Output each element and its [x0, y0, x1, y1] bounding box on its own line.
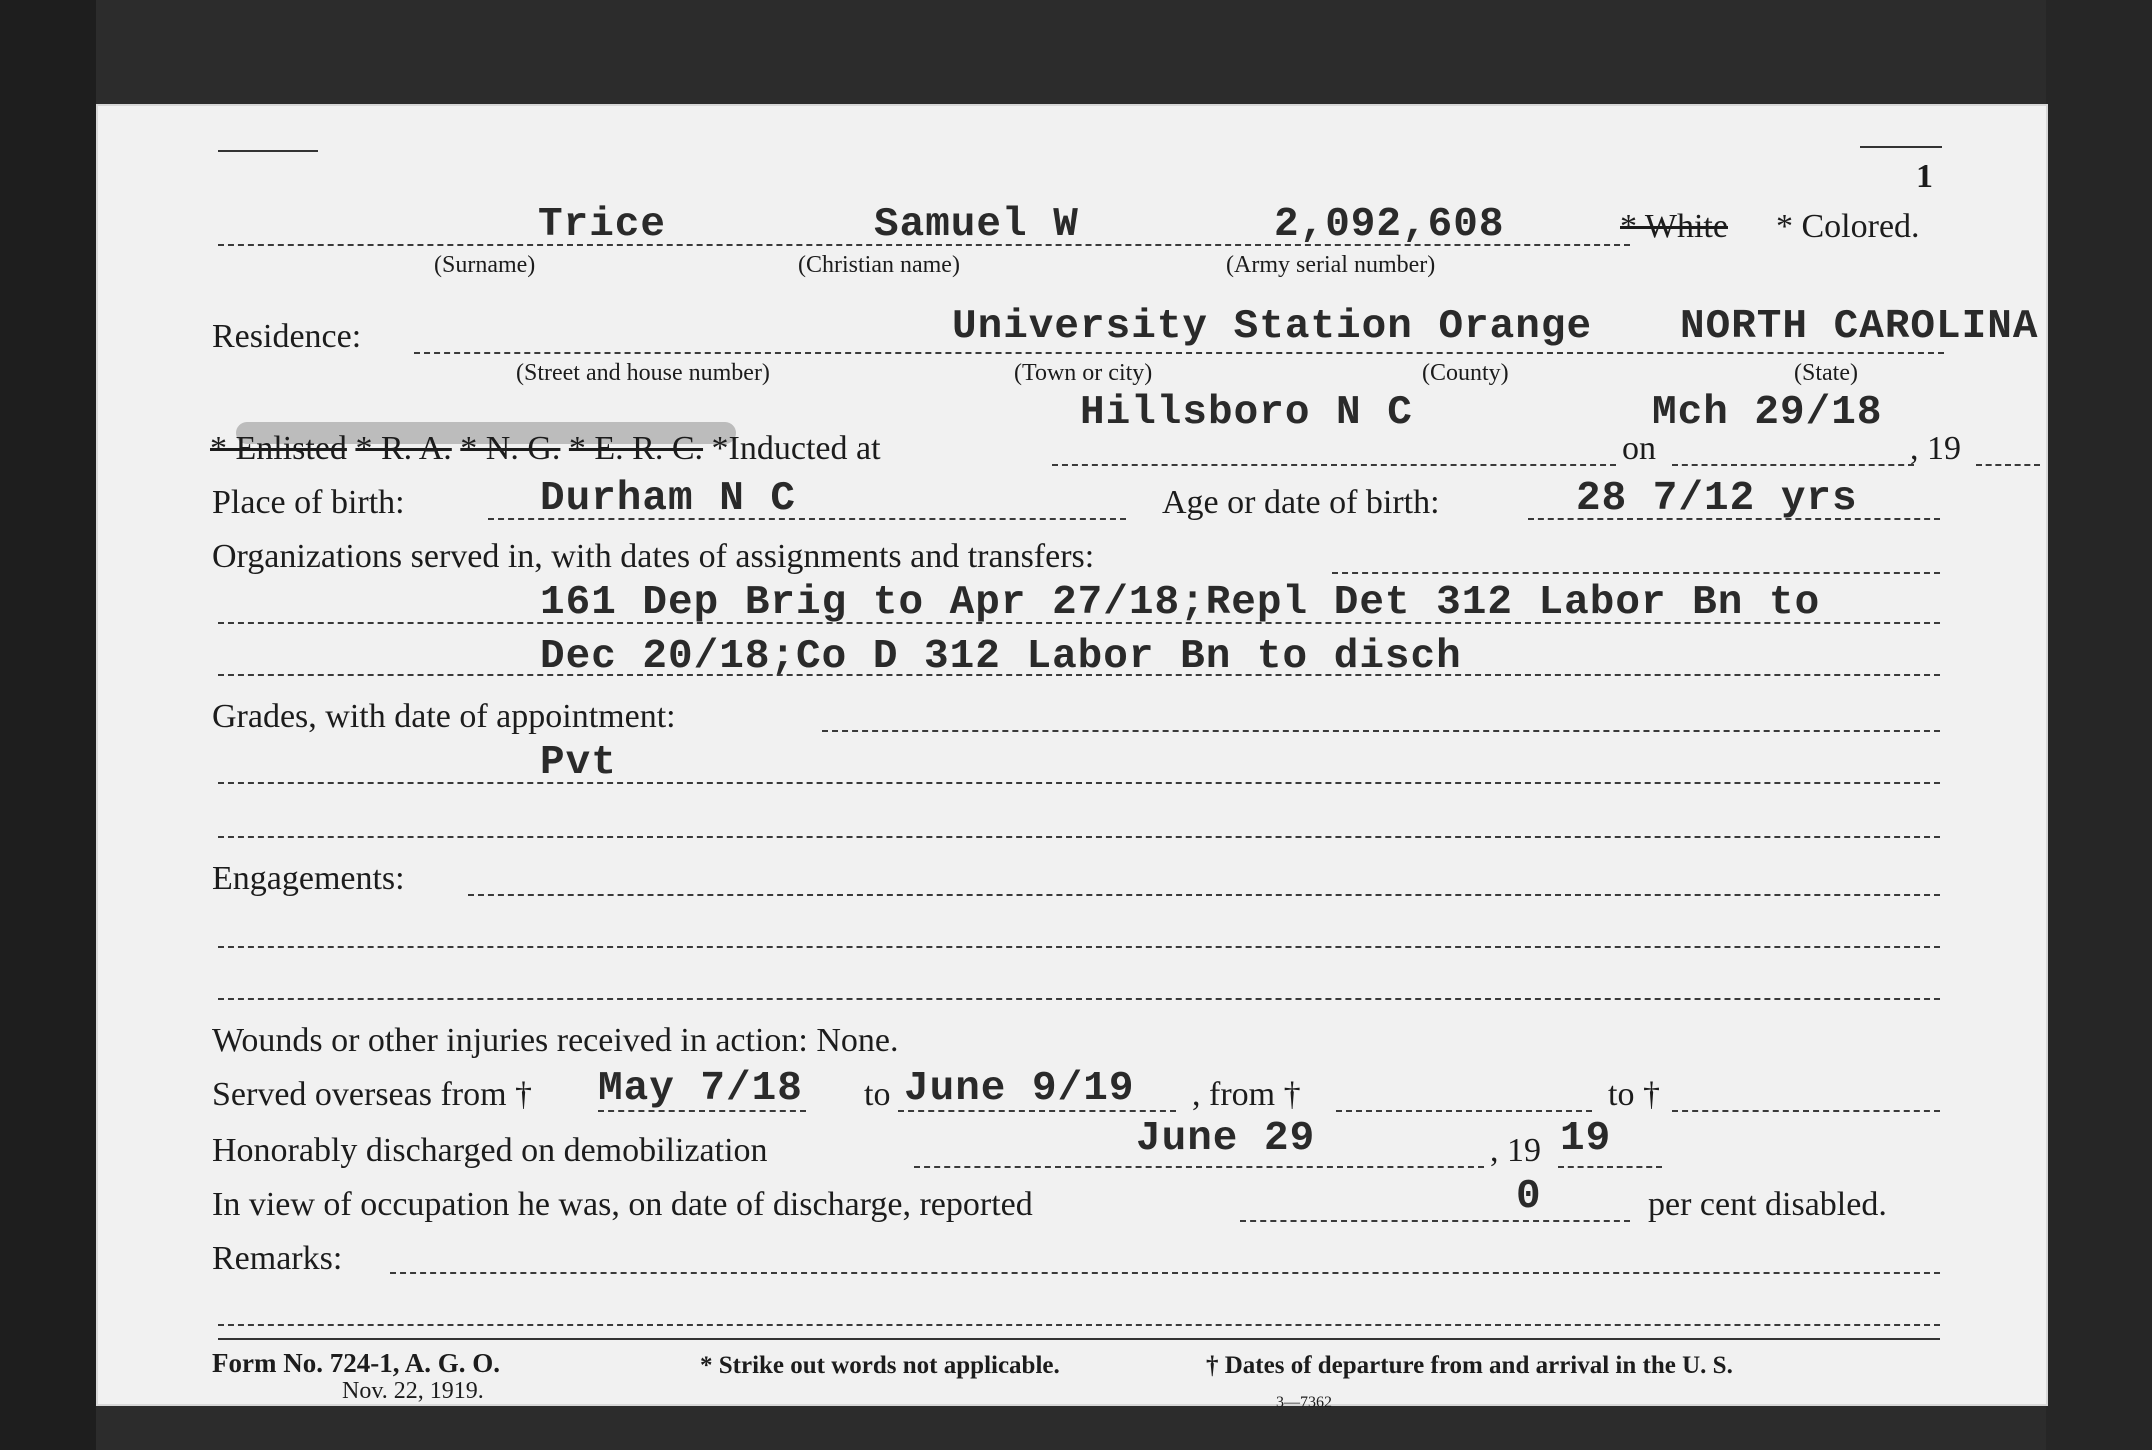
top-right-rule	[1860, 146, 1942, 148]
overseas-from2-label: , from †	[1192, 1076, 1301, 1113]
top-left-rule	[218, 150, 318, 152]
erc-text: * E. R. C.	[568, 430, 704, 467]
county-caption: (County)	[1422, 360, 1509, 386]
organizations-line-0	[1332, 572, 1940, 574]
overseas-to-label: to	[864, 1076, 891, 1113]
on-label: on	[1622, 430, 1656, 467]
induction-place-line	[1052, 464, 1616, 466]
engagements-line-2	[218, 998, 1940, 1000]
organizations-label: Organizations served in, with dates of assignments and transfers:	[212, 538, 1095, 575]
scanner-background-left	[0, 0, 96, 1450]
christian-caption: (Christian name)	[798, 252, 960, 278]
grades-line-2	[218, 836, 1940, 838]
engagements-line-1	[218, 946, 1940, 948]
engagements-line-0	[468, 894, 1940, 896]
remarks-label: Remarks:	[212, 1240, 343, 1277]
enlisted-label	[210, 430, 881, 468]
residence-line	[414, 352, 1944, 354]
card-number: 1	[1916, 158, 1933, 195]
christian-name-value: Samuel W	[874, 202, 1079, 248]
residence-value: University Station Orange	[952, 304, 1593, 350]
grades-line-0	[822, 730, 1940, 732]
age-value: 28 7/12 yrs	[1576, 476, 1858, 522]
discharge-date-value: June 29	[1136, 1116, 1316, 1162]
age-label: Age or date of birth:	[1162, 484, 1440, 521]
disability-label: In view of occupation he was, on date of discharge, reported	[212, 1186, 1033, 1223]
enlisted-text: * Enlisted	[210, 430, 347, 467]
form-number: Form No. 724-1, A. G. O.	[212, 1348, 500, 1378]
surname-caption: (Surname)	[434, 252, 536, 278]
residence-label: Residence:	[212, 318, 362, 355]
organizations-value-line2: Dec 20/18;Co D 312 Labor Bn to disch	[540, 634, 1462, 680]
overseas-to2-line	[1672, 1110, 1940, 1112]
birth-place-value: Durham N C	[540, 476, 797, 522]
grades-line-1	[218, 782, 1940, 784]
state-caption: (State)	[1794, 360, 1858, 386]
surname-value: Trice	[538, 202, 667, 248]
overseas-from2-line	[1336, 1110, 1592, 1112]
induction-year-line	[1976, 464, 2040, 466]
street-caption: (Street and house number)	[516, 360, 770, 386]
disability-value: 0	[1516, 1174, 1542, 1220]
overseas-from-value: May 7/18	[598, 1066, 803, 1112]
overseas-to2-label: to †	[1608, 1076, 1660, 1113]
grades-value: Pvt	[540, 740, 617, 786]
engagements-label: Engagements:	[212, 860, 405, 897]
scanner-background-right	[2046, 0, 2152, 1450]
form-date: Nov. 22, 1919.	[342, 1378, 484, 1404]
organizations-value-line1: 161 Dep Brig to Apr 27/18;Repl Det 312 Labor Bn to	[540, 580, 1821, 626]
overseas-label: Served overseas from †	[212, 1076, 533, 1113]
town-caption: (Town or city)	[1014, 360, 1153, 386]
print-code: 3—7362	[1276, 1394, 1332, 1411]
grades-label: Grades, with date of appointment:	[212, 698, 676, 735]
discharge-year-prefix: , 19	[1490, 1132, 1541, 1169]
disability-line	[1240, 1220, 1630, 1222]
service-record-card	[96, 104, 2048, 1411]
remarks-line-1	[218, 1324, 1940, 1326]
induction-date-value: Mch 29/18	[1652, 390, 1883, 436]
white-label	[1620, 208, 1728, 246]
induction-place-value: Hillsboro N C	[1080, 390, 1413, 436]
residence-state: NORTH CAROLINA	[1680, 304, 2039, 350]
birth-place-label: Place of birth:	[212, 484, 405, 521]
colored-label: * Colored.	[1776, 208, 1920, 245]
discharge-date-line	[914, 1166, 1484, 1168]
discharge-year-line	[1558, 1166, 1662, 1168]
serial-caption: (Army serial number)	[1226, 252, 1436, 278]
white-label-text: * White	[1620, 208, 1728, 245]
wounds-label: Wounds or other injuries received in action: None.	[212, 1022, 899, 1059]
serial-number-value: 2,092,608	[1274, 202, 1505, 248]
inducted-text: *Inducted at	[711, 430, 881, 467]
ra-text: * R. A.	[355, 430, 452, 467]
ng-text: * N. G.	[460, 430, 561, 467]
disability-suffix: per cent disabled.	[1648, 1186, 1887, 1223]
induction-date-line	[1672, 464, 1914, 466]
discharge-year-value: 19	[1560, 1116, 1612, 1162]
induction-year: , 19	[1910, 430, 1961, 467]
overseas-to-value: June 9/19	[904, 1066, 1135, 1112]
discharge-label: Honorably discharged on demobilization	[212, 1132, 768, 1169]
remarks-line-0	[390, 1272, 1940, 1274]
strike-note: * Strike out words not applicable.	[700, 1352, 1060, 1379]
footer-rule	[218, 1338, 1940, 1340]
dates-note: † Dates of departure from and arrival in the U. S.	[1206, 1352, 1733, 1379]
